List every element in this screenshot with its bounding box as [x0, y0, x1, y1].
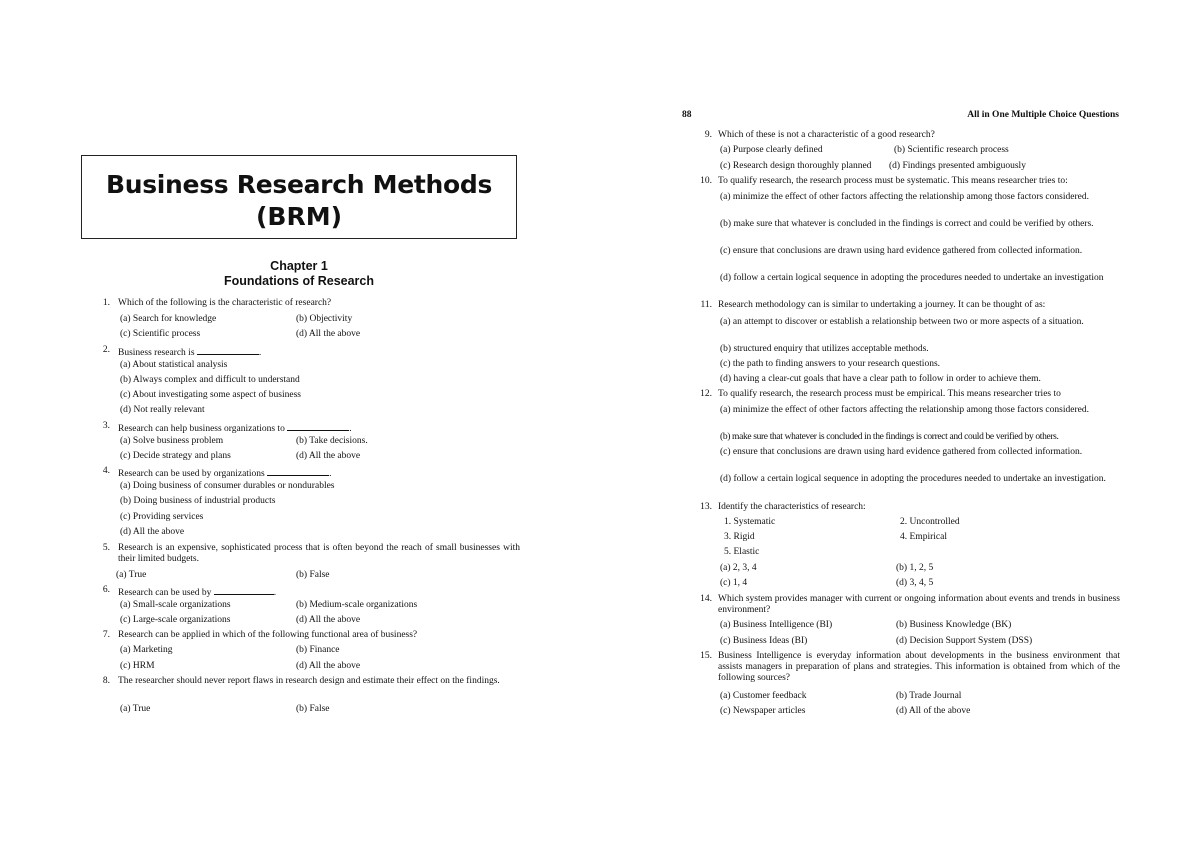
question-tail: . [349, 424, 352, 434]
option-a: (a) Marketing [120, 645, 173, 655]
option-d: (d) Not really relevant [120, 405, 205, 415]
option-b: (b) Objectivity [296, 314, 353, 324]
option-c: (c) Decide strategy and plans [120, 451, 231, 461]
option-c: (c) Scientific process [120, 329, 201, 339]
question-text [118, 466, 332, 480]
option-b: (b) 1, 2, 5 [896, 563, 934, 573]
book-subtitle: (BRM) [255, 202, 343, 231]
option-b: (b) Scientific research process [894, 145, 1009, 155]
option-b: (b) Doing business of industrial products [120, 496, 276, 506]
option-a: (a) Search for knowledge [120, 314, 217, 324]
book-title-box [81, 155, 517, 239]
option-c: (c) the path to finding answers to your research questions. [720, 359, 941, 369]
page-number: 88 [682, 110, 692, 120]
option-d: (d) having a clear-cut goals that have a clear path to follow in order to achieve them. [720, 374, 1041, 384]
question-text: Research can be applied in which of the following functional area of business? [118, 630, 418, 640]
list-item: 2. Uncontrolled [900, 517, 960, 527]
option-a: (a) Business Intelligence (BI) [720, 620, 833, 630]
option-d: (d) All the above [296, 329, 361, 339]
option-a: (a) 2, 3, 4 [720, 563, 757, 573]
question-stem: Research can be used by organizations [118, 469, 265, 479]
option-a: (a) minimize the effect of other factors affecting the relationship among those factors considered. [720, 405, 1089, 415]
option-a: (a) minimize the effect of other factors affecting the relationship among those factors considered. [720, 192, 1089, 202]
option-d: (d) Decision Support System (DSS) [896, 636, 1033, 646]
option-b: (b) False [296, 704, 330, 714]
option-a: (a) Solve business problem [120, 436, 224, 446]
option-d: (d) follow a certain logical sequence in adopting the procedures needed to undertake an investigation [720, 273, 1104, 283]
question-number: 8. [102, 676, 110, 686]
option-c: (c) ensure that conclusions are drawn using hard evidence gathered from collected information. [720, 246, 1083, 256]
question-number: 7. [102, 630, 110, 640]
question-text: To qualify research, the research process must be systematic. This means researcher tries to: [718, 176, 1068, 186]
right-page [600, 0, 1200, 849]
answer-blank [197, 345, 259, 355]
question-number: 12. [700, 389, 712, 399]
answer-blank [267, 466, 329, 476]
question-number: 9. [704, 130, 712, 140]
question-stem: Research can be used by [118, 588, 212, 598]
option-b: (b) Medium-scale organizations [296, 600, 418, 610]
list-item: 5. Elastic [724, 547, 760, 557]
question-text [118, 421, 352, 435]
option-d: (d) Findings presented ambiguously [889, 161, 1026, 171]
question-number: 10. [700, 176, 712, 186]
option-a: (a) About statistical analysis [120, 360, 228, 370]
list-item: 4. Empirical [900, 532, 947, 542]
question-text [118, 345, 261, 359]
question-tail: . [258, 348, 262, 358]
answer-blank [287, 421, 349, 431]
option-d: (d) All the above [296, 615, 361, 625]
option-b: (b) Trade Journal [896, 691, 962, 701]
question-text: Research methodology can is similar to undertaking a journey. It can be thought of as: [718, 300, 1046, 310]
option-b: (b) False [296, 570, 330, 580]
option-d: (d) All the above [120, 527, 185, 537]
question-number: 11. [700, 300, 712, 310]
question-text: To qualify research, the research process must be empirical. This means researcher tries to [718, 389, 1061, 399]
option-d: (d) 3, 4, 5 [896, 578, 934, 588]
option-b: (b) Business Knowledge (BK) [896, 620, 1012, 630]
option-b: (b) Always complex and difficult to understand [120, 375, 300, 385]
option-a: (a) Customer feedback [720, 691, 807, 701]
question-stem: Research can help business organizations to [118, 424, 285, 434]
option-b: (b) make sure that whatever is concluded in the findings is correct and could be verified by others. [720, 432, 1059, 442]
option-a: (a) Doing business of consumer durables or nondurables [120, 481, 335, 491]
option-c: (c) ensure that conclusions are drawn using hard evidence gathered from collected information. [720, 447, 1083, 457]
option-b: (b) Take decisions. [296, 436, 368, 446]
question-tail: . [329, 469, 332, 479]
question-tail: . [273, 588, 277, 598]
question-number: 15. [700, 651, 712, 661]
option-a: (a) True [116, 570, 147, 580]
option-c: (c) HRM [120, 661, 155, 671]
option-c: (c) Providing services [120, 512, 204, 522]
option-d: (d) follow a certain logical sequence in adopting the procedures needed to undertake an investigation. [720, 474, 1106, 484]
option-b: (b) make sure that whatever is concluded in the findings is correct and could be verified by others. [720, 219, 1094, 229]
option-c: (c) 1, 4 [720, 578, 748, 588]
option-b: (b) structured enquiry that utilizes acceptable methods. [720, 344, 929, 354]
running-header: All in One Multiple Choice Questions [967, 110, 1119, 120]
question-text [118, 585, 276, 599]
book-title: Business Research Methods [105, 170, 493, 199]
question-number: 14. [700, 594, 712, 604]
option-c: (c) Large-scale organizations [120, 615, 231, 625]
option-d: (d) All of the above [896, 706, 971, 716]
option-a: (a) an attempt to discover or establish a relationship between two or more aspects of a situation. [720, 317, 1084, 327]
list-item: 3. Rigid [724, 532, 755, 542]
option-a: (a) Purpose clearly defined [720, 145, 823, 155]
option-c: (c) Newspaper articles [720, 706, 806, 716]
option-b: (b) Finance [296, 645, 340, 655]
option-c: (c) Business Ideas (BI) [720, 636, 808, 646]
question-text: Which of these is not a characteristic of a good research? [718, 130, 935, 140]
question-number: 5. [102, 543, 110, 553]
question-text: Which of the following is the characteristic of research? [118, 298, 332, 308]
list-item: 1. Systematic [724, 517, 776, 527]
option-d: (d) All the above [296, 661, 361, 671]
option-c: (c) Research design thoroughly planned [720, 161, 872, 171]
chapter-label: Chapter 1 [270, 259, 328, 273]
question-text: Business Intelligence is everyday information about developments in the business environment that assists managers in preparation of plans and strategies. This information is obtained from which of the following sources? [718, 651, 1120, 683]
question-number: 6. [102, 585, 110, 595]
question-text: Which system provides manager with current or ongoing information about events and trends in business environment? [718, 594, 1120, 615]
option-c: (c) About investigating some aspect of business [120, 390, 301, 400]
question-number: 2. [102, 345, 110, 355]
question-number: 1. [102, 298, 110, 308]
question-text: Identify the characteristics of research: [718, 502, 866, 512]
option-a: (a) Small-scale organizations [120, 600, 231, 610]
option-a: (a) True [120, 704, 151, 714]
question-number: 4. [102, 466, 110, 476]
chapter-title: Foundations of Research [223, 274, 375, 288]
question-number: 3. [102, 421, 110, 431]
option-d: (d) All the above [296, 451, 361, 461]
question-text: The researcher should never report flaws in research design and estimate their effect on the findings. [118, 676, 500, 686]
question-stem: Business research is [118, 348, 195, 358]
question-text: Research is an expensive, sophisticated process that is often beyond the reach of small businesses with their limited budgets. [118, 543, 520, 564]
question-number: 13. [700, 502, 712, 512]
answer-blank [214, 585, 274, 595]
